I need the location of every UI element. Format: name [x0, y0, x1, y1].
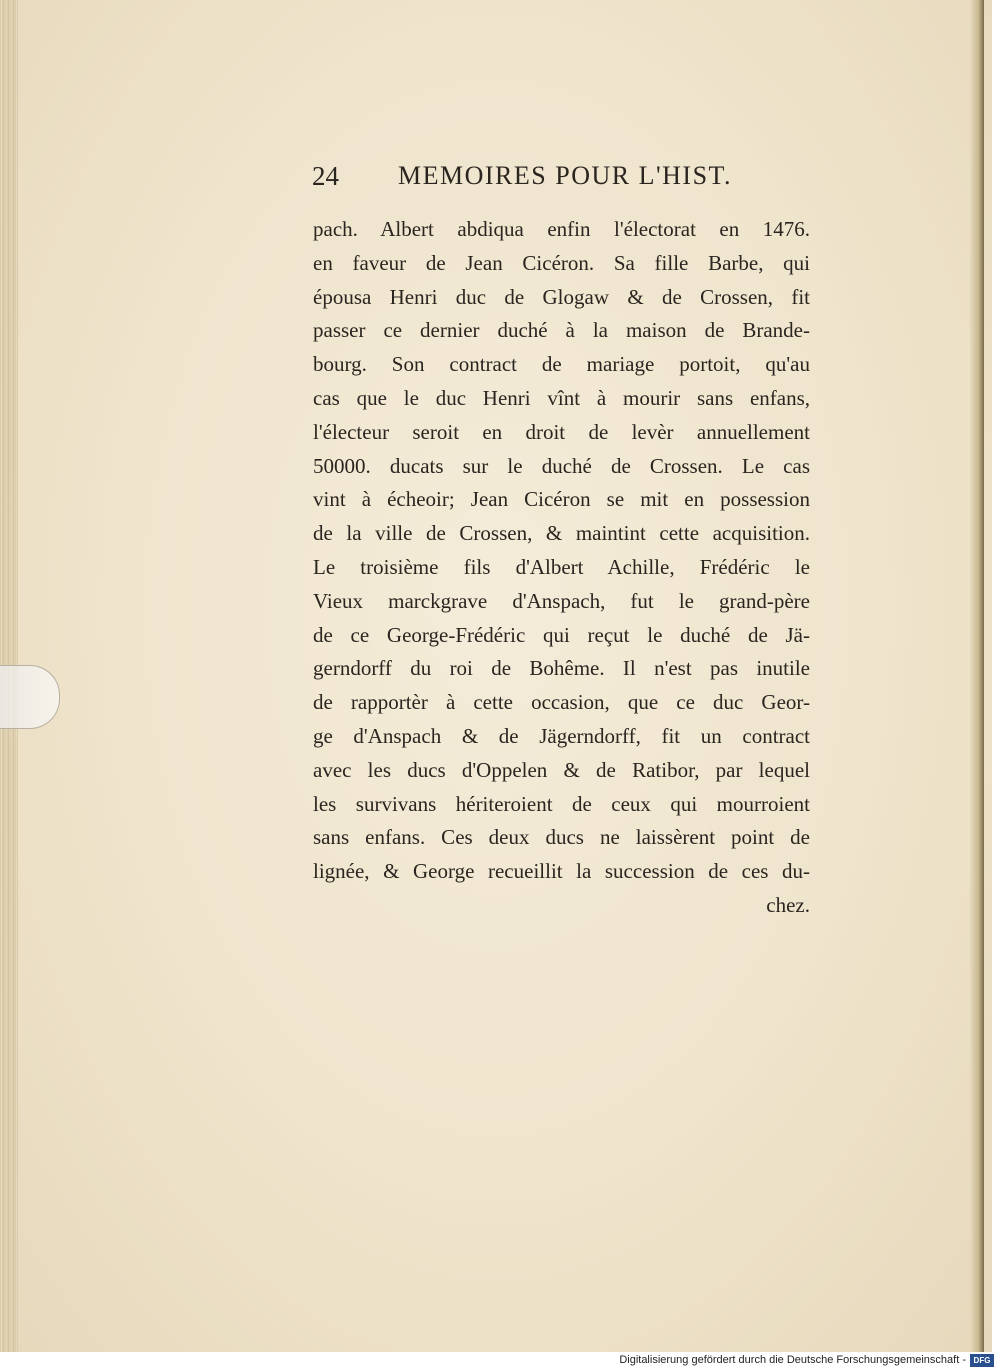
right-page-edge — [970, 0, 984, 1352]
text-line: ge d'Anspach & de Jägerndorff, fit un contract — [313, 723, 810, 748]
text-line: sans enfans. Ces deux ducs ne laissèrent point de — [313, 825, 810, 850]
text-line: cas que le duc Henri vînt à mourir sans enfans, — [313, 385, 810, 410]
body-text — [313, 213, 810, 923]
text-line: Vieux marckgrave d'Anspach, fut le grand-père — [313, 588, 810, 613]
dfg-logo-icon: DFG — [970, 1354, 994, 1367]
text-line: 50000. ducats sur le duché de Crossen. Le cas — [313, 453, 810, 478]
text-line: lignée, & George recueillit la succession de ces du- — [313, 859, 810, 884]
text-line: passer ce dernier duché à la maison de Brande- — [313, 318, 810, 343]
text-line: les survivans hériteroient de ceux qui mourroient — [313, 791, 810, 816]
text-line: bourg. Son contract de mariage portoit, qu'au — [313, 352, 810, 377]
text-line: l'électeur seroit en droit de levèr annuellement — [313, 419, 810, 444]
text-line: de ce George-Frédéric qui reçut le duché de Jä- — [313, 622, 810, 647]
page-number: 24 — [312, 161, 339, 191]
text-line: Le troisième fils d'Albert Achille, Frédéric le — [313, 554, 810, 579]
page-clip — [0, 665, 60, 729]
text-line: pach. Albert abdiqua enfin l'électorat en 1476. — [313, 217, 810, 241]
page-header — [310, 160, 810, 192]
text-line: avec les ducs d'Oppelen & de Ratibor, par lequel — [313, 757, 810, 782]
text-line: gerndorff du roi de Bohême. Il n'est pas inutile — [313, 656, 810, 681]
text-line: vint à écheoir; Jean Cicéron se mit en possession — [313, 487, 810, 512]
text-line: en faveur de Jean Cicéron. Sa fille Barbe, qui — [313, 250, 810, 275]
text-line: épousa Henri duc de Glogaw & de Crossen, fit — [313, 284, 810, 309]
running-head: MEMOIRES POUR L'HIST. — [398, 161, 733, 190]
text-line: de rapportèr à cette occasion, que ce duc Geor- — [313, 690, 810, 715]
funding-credit: Digitalisierung gefördert durch die Deutsche Forschungsgemeinschaft - — [619, 1354, 966, 1366]
catchword: chez. — [766, 892, 810, 917]
text-line: de la ville de Crossen, & maintint cette acquisition. — [313, 521, 810, 546]
